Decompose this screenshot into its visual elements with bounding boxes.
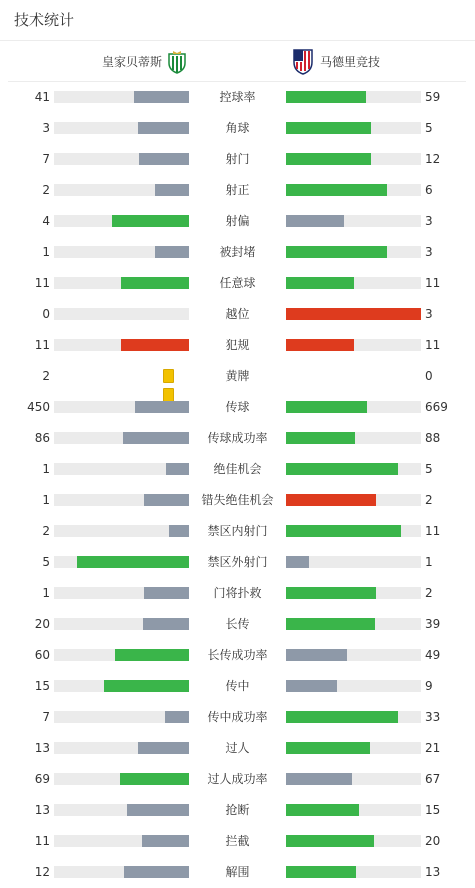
page-title: 技术统计 bbox=[14, 11, 75, 29]
stat-row bbox=[0, 423, 475, 454]
away-stat-value: 1 bbox=[425, 555, 433, 569]
away-stat-bar-fill bbox=[286, 91, 366, 103]
home-yellow-cards bbox=[163, 369, 191, 383]
away-team-name: 马德里竞技 bbox=[320, 55, 381, 69]
team-header bbox=[0, 44, 475, 80]
home-stat-bar bbox=[54, 835, 189, 847]
stat-label: 禁区内射门 bbox=[207, 524, 268, 538]
away-stat-bar bbox=[286, 308, 421, 320]
away-stat-bar-fill bbox=[286, 184, 387, 196]
away-stat-value: 49 bbox=[425, 648, 441, 662]
stat-label: 黄牌 bbox=[225, 369, 250, 383]
home-stat-bar bbox=[54, 804, 189, 816]
away-stat-bar-fill bbox=[286, 494, 376, 506]
away-stat-bar-fill bbox=[286, 277, 354, 289]
away-stat-bar bbox=[286, 556, 421, 568]
stat-label: 长传 bbox=[225, 617, 250, 631]
home-stat-bar-fill bbox=[121, 339, 189, 351]
home-stat-bar bbox=[54, 308, 189, 320]
stat-row bbox=[0, 640, 475, 671]
away-stat-value: 3 bbox=[425, 245, 433, 259]
home-stat-value: 3 bbox=[42, 121, 50, 135]
home-stat-bar-fill bbox=[123, 432, 189, 444]
away-stat-value: 2 bbox=[425, 493, 433, 507]
home-stat-bar-fill bbox=[77, 556, 189, 568]
away-stat-bar-fill bbox=[286, 308, 421, 320]
stat-row bbox=[0, 361, 475, 392]
home-stat-bar bbox=[54, 494, 189, 506]
stat-row bbox=[0, 795, 475, 826]
away-stat-bar bbox=[286, 835, 421, 847]
home-stat-bar bbox=[54, 246, 189, 258]
home-stat-bar-fill bbox=[139, 153, 189, 165]
stat-label: 被封堵 bbox=[219, 245, 256, 259]
stat-row bbox=[0, 330, 475, 361]
home-stat-value: 1 bbox=[42, 586, 50, 600]
away-stat-value: 0 bbox=[425, 369, 433, 383]
away-stat-bar bbox=[286, 618, 421, 630]
away-stat-value: 3 bbox=[425, 307, 433, 321]
stat-row bbox=[0, 826, 475, 857]
home-stat-bar bbox=[54, 711, 189, 723]
stat-label: 射正 bbox=[225, 183, 250, 197]
away-stat-bar-fill bbox=[286, 153, 371, 165]
home-stat-bar bbox=[54, 587, 189, 599]
away-stat-bar-fill bbox=[286, 773, 352, 785]
title-divider bbox=[0, 40, 475, 41]
away-stat-value: 12 bbox=[425, 152, 441, 166]
stat-row bbox=[0, 392, 475, 423]
stat-label: 错失绝佳机会 bbox=[201, 493, 274, 507]
home-stat-value: 1 bbox=[42, 245, 50, 259]
home-stat-value: 1 bbox=[42, 493, 50, 507]
away-stat-value: 6 bbox=[425, 183, 433, 197]
away-stat-value: 67 bbox=[425, 772, 441, 786]
home-stat-value: 15 bbox=[34, 679, 50, 693]
atletico-madrid-crest-icon bbox=[292, 47, 314, 75]
away-stat-value: 59 bbox=[425, 90, 441, 104]
stat-label: 传球成功率 bbox=[207, 431, 268, 445]
stat-row bbox=[0, 671, 475, 702]
away-stat-bar-fill bbox=[286, 804, 359, 816]
stat-row bbox=[0, 268, 475, 299]
home-stat-bar bbox=[54, 401, 189, 413]
away-stat-value: 21 bbox=[425, 741, 441, 755]
home-stat-value: 4 bbox=[42, 214, 50, 228]
stat-row bbox=[0, 516, 475, 547]
stat-label: 角球 bbox=[225, 121, 250, 135]
stat-label: 门将扑救 bbox=[213, 586, 262, 600]
stat-label: 过人 bbox=[225, 741, 250, 755]
stat-row bbox=[0, 82, 475, 113]
stat-label: 拦截 bbox=[225, 834, 250, 848]
yellow-card-icon bbox=[163, 369, 174, 383]
home-stat-value: 2 bbox=[42, 524, 50, 538]
home-stat-value: 2 bbox=[42, 369, 50, 383]
away-stat-value: 39 bbox=[425, 617, 441, 631]
home-stat-value: 13 bbox=[34, 803, 50, 817]
away-stat-bar-fill bbox=[286, 618, 375, 630]
away-stat-value: 5 bbox=[425, 462, 433, 476]
home-stat-value: 11 bbox=[34, 834, 50, 848]
home-stat-bar bbox=[54, 618, 189, 630]
home-stat-bar bbox=[54, 773, 189, 785]
stat-label: 解围 bbox=[225, 865, 250, 879]
away-stat-bar-fill bbox=[286, 215, 344, 227]
stat-row bbox=[0, 144, 475, 175]
away-stat-value: 2 bbox=[425, 586, 433, 600]
away-stat-bar bbox=[286, 432, 421, 444]
real-betis-crest-icon bbox=[166, 50, 188, 74]
home-stat-bar-fill bbox=[112, 215, 189, 227]
home-stat-value: 86 bbox=[34, 431, 50, 445]
home-stat-bar-fill bbox=[120, 773, 189, 785]
home-stat-bar-fill bbox=[142, 835, 189, 847]
away-stat-bar-fill bbox=[286, 463, 398, 475]
away-stat-bar bbox=[286, 649, 421, 661]
away-stat-bar bbox=[286, 246, 421, 258]
stat-label: 传中成功率 bbox=[207, 710, 268, 724]
away-stat-bar bbox=[286, 401, 421, 413]
home-stat-bar-fill bbox=[155, 184, 189, 196]
home-stat-value: 60 bbox=[34, 648, 50, 662]
away-stat-value: 11 bbox=[425, 276, 441, 290]
away-stat-bar bbox=[286, 773, 421, 785]
stat-row bbox=[0, 547, 475, 578]
away-stat-value: 11 bbox=[425, 338, 441, 352]
home-stat-value: 41 bbox=[34, 90, 50, 104]
home-stat-value: 2 bbox=[42, 183, 50, 197]
away-stat-bar-fill bbox=[286, 432, 355, 444]
home-stat-bar-fill bbox=[138, 122, 189, 134]
stat-row bbox=[0, 485, 475, 516]
home-stat-value: 69 bbox=[34, 772, 50, 786]
stat-row bbox=[0, 113, 475, 144]
home-stat-bar bbox=[54, 277, 189, 289]
away-stat-bar-fill bbox=[286, 742, 370, 754]
away-stat-value: 88 bbox=[425, 431, 441, 445]
away-stat-value: 15 bbox=[425, 803, 441, 817]
home-stat-value: 450 bbox=[27, 400, 50, 414]
home-stat-value: 0 bbox=[42, 307, 50, 321]
away-stat-bar bbox=[286, 804, 421, 816]
away-stat-bar-fill bbox=[286, 835, 374, 847]
stat-label: 传中 bbox=[225, 679, 250, 693]
stat-label: 犯规 bbox=[225, 338, 250, 352]
away-stat-value: 669 bbox=[425, 400, 448, 414]
away-stat-bar-fill bbox=[286, 680, 337, 692]
home-stat-bar-fill bbox=[135, 401, 189, 413]
home-stat-value: 11 bbox=[34, 276, 50, 290]
home-stat-bar-fill bbox=[143, 618, 189, 630]
home-stat-bar-fill bbox=[124, 866, 189, 878]
stat-label: 过人成功率 bbox=[207, 772, 268, 786]
stat-row bbox=[0, 175, 475, 206]
stat-label: 控球率 bbox=[219, 90, 256, 104]
stat-row bbox=[0, 857, 475, 888]
away-stat-bar bbox=[286, 587, 421, 599]
home-stat-bar bbox=[54, 153, 189, 165]
stat-label: 绝佳机会 bbox=[213, 462, 262, 476]
home-stat-bar bbox=[54, 525, 189, 537]
home-stat-bar-fill bbox=[165, 711, 189, 723]
stat-label: 越位 bbox=[225, 307, 250, 321]
away-stat-bar-fill bbox=[286, 339, 354, 351]
home-team-name: 皇家贝蒂斯 bbox=[102, 55, 163, 69]
home-stat-bar bbox=[54, 742, 189, 754]
stat-label: 任意球 bbox=[219, 276, 256, 290]
away-stat-bar bbox=[286, 184, 421, 196]
home-stat-bar bbox=[54, 649, 189, 661]
away-stat-bar bbox=[286, 711, 421, 723]
away-stat-bar bbox=[286, 494, 421, 506]
stat-label: 抢断 bbox=[225, 803, 250, 817]
away-stat-bar bbox=[286, 215, 421, 227]
stat-label: 射偏 bbox=[225, 214, 250, 228]
away-stat-value: 11 bbox=[425, 524, 441, 538]
away-stat-bar-fill bbox=[286, 649, 347, 661]
home-stat-bar-fill bbox=[104, 680, 189, 692]
away-stat-bar bbox=[286, 463, 421, 475]
home-stat-bar-fill bbox=[138, 742, 189, 754]
away-stat-bar bbox=[286, 525, 421, 537]
stat-row bbox=[0, 702, 475, 733]
home-stat-bar-fill bbox=[155, 246, 189, 258]
away-stat-value: 13 bbox=[425, 865, 441, 879]
home-stat-bar bbox=[54, 122, 189, 134]
away-stat-value: 33 bbox=[425, 710, 441, 724]
away-stat-value: 9 bbox=[425, 679, 433, 693]
away-stat-value: 5 bbox=[425, 121, 433, 135]
home-stat-bar-fill bbox=[115, 649, 189, 661]
home-stat-bar bbox=[54, 184, 189, 196]
home-stat-bar bbox=[54, 339, 189, 351]
away-stat-bar-fill bbox=[286, 525, 401, 537]
home-stat-bar bbox=[54, 556, 189, 568]
home-stat-bar bbox=[54, 215, 189, 227]
home-stat-value: 11 bbox=[34, 338, 50, 352]
stat-row bbox=[0, 454, 475, 485]
stat-label: 射门 bbox=[225, 152, 250, 166]
home-stat-bar-fill bbox=[144, 494, 189, 506]
home-stat-value: 7 bbox=[42, 710, 50, 724]
away-stat-bar bbox=[286, 122, 421, 134]
stat-label: 禁区外射门 bbox=[207, 555, 268, 569]
stat-row bbox=[0, 733, 475, 764]
home-stat-bar-fill bbox=[121, 277, 189, 289]
home-stat-value: 1 bbox=[42, 462, 50, 476]
home-stat-value: 7 bbox=[42, 152, 50, 166]
away-stat-bar bbox=[286, 91, 421, 103]
home-stat-bar bbox=[54, 463, 189, 475]
stat-label: 传球 bbox=[225, 400, 250, 414]
home-stat-bar bbox=[54, 680, 189, 692]
away-stat-bar bbox=[286, 277, 421, 289]
away-stat-bar bbox=[286, 742, 421, 754]
home-stat-bar-fill bbox=[134, 91, 189, 103]
away-stat-bar-fill bbox=[286, 122, 371, 134]
home-stat-bar-fill bbox=[166, 463, 189, 475]
stat-row bbox=[0, 299, 475, 330]
stat-row bbox=[0, 578, 475, 609]
away-stat-bar-fill bbox=[286, 556, 309, 568]
home-stat-bar bbox=[54, 866, 189, 878]
stat-row bbox=[0, 609, 475, 640]
stat-label: 长传成功率 bbox=[207, 648, 268, 662]
stats-list bbox=[0, 82, 475, 888]
away-stat-value: 3 bbox=[425, 214, 433, 228]
home-stat-value: 20 bbox=[34, 617, 50, 631]
away-stat-bar bbox=[286, 153, 421, 165]
home-stat-value: 12 bbox=[34, 865, 50, 879]
away-stat-bar-fill bbox=[286, 246, 387, 258]
away-stat-bar-fill bbox=[286, 711, 398, 723]
home-stat-bar bbox=[54, 432, 189, 444]
stat-row bbox=[0, 764, 475, 795]
home-stat-bar-fill bbox=[127, 804, 189, 816]
away-stat-bar bbox=[286, 866, 421, 878]
away-stat-bar-fill bbox=[286, 866, 356, 878]
away-stat-bar bbox=[286, 680, 421, 692]
stat-row bbox=[0, 206, 475, 237]
away-stat-bar bbox=[286, 339, 421, 351]
home-stat-value: 5 bbox=[42, 555, 50, 569]
away-stat-bar-fill bbox=[286, 401, 367, 413]
home-stat-bar bbox=[54, 91, 189, 103]
away-stat-bar-fill bbox=[286, 587, 376, 599]
home-stat-bar-fill bbox=[169, 525, 189, 537]
stat-row bbox=[0, 237, 475, 268]
home-stat-value: 13 bbox=[34, 741, 50, 755]
home-stat-bar-fill bbox=[144, 587, 189, 599]
away-stat-value: 20 bbox=[425, 834, 441, 848]
